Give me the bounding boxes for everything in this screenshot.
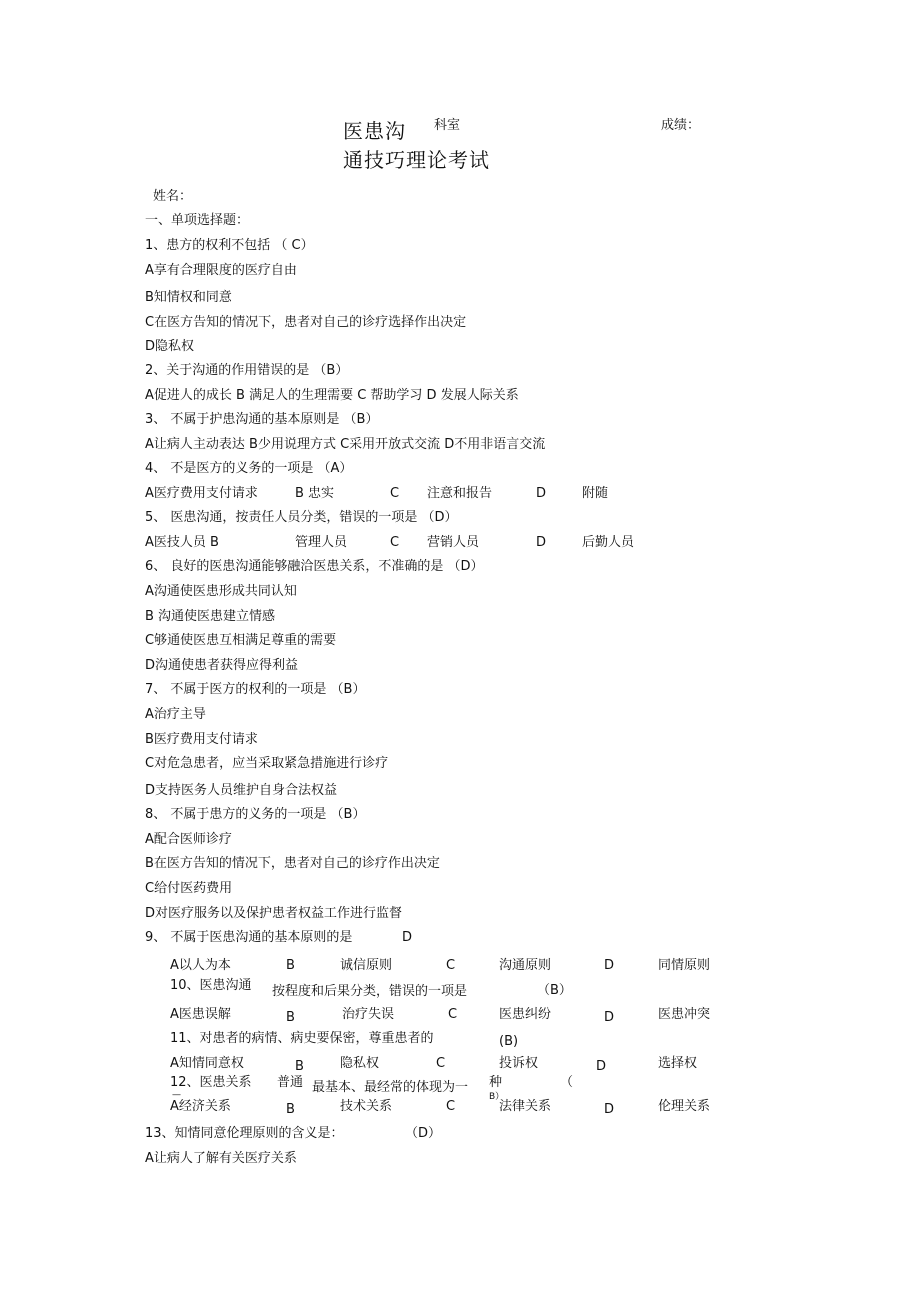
q12-word-1: 普通 xyxy=(277,1075,304,1090)
q9-option-c-letter: C xyxy=(446,958,456,973)
q11-answer: (B) xyxy=(499,1034,519,1049)
q13-answer: （D） xyxy=(405,1126,442,1141)
q5-option-b: 管理人员 xyxy=(295,535,348,550)
q3-options: A让病人主动表达 B少用说理方式 C采用开放式交流 D不用非语言交流 xyxy=(145,437,546,452)
q11-option-c: 投诉权 xyxy=(499,1056,539,1071)
q9-answer: D xyxy=(402,930,413,945)
q12-option-c: 法律关系 xyxy=(499,1099,552,1114)
q11-option-b-letter: B xyxy=(295,1059,304,1074)
q7-option-d: D支持医务人员维护自身合法权益 xyxy=(145,783,338,798)
q9-option-c: 沟通原则 xyxy=(499,958,552,973)
q12-option-a: A经济关系 xyxy=(170,1099,231,1114)
q12-stem-left: 12、医患关系 xyxy=(170,1075,252,1090)
q7-option-a: A治疗主导 xyxy=(145,707,206,722)
q5-option-c-letter: C xyxy=(390,535,400,550)
q12-option-b: 技术关系 xyxy=(340,1099,393,1114)
q9-stem: 9、 不属于医患沟通的基本原则的是 xyxy=(145,930,353,945)
q10-answer: （B） xyxy=(537,983,572,998)
q5-option-a: A医技人员 B xyxy=(145,535,219,550)
q13-stem: 13、知情同意伦理原则的含义是： xyxy=(145,1126,344,1141)
q6-option-d: D沟通使患者获得应得利益 xyxy=(145,658,299,673)
q8-option-a: A配合医师诊疗 xyxy=(145,832,232,847)
q4-option-d-letter: D xyxy=(536,486,547,501)
q10-option-c: 医患纠纷 xyxy=(499,1007,552,1022)
q9-option-d: 同情原则 xyxy=(658,958,711,973)
section-heading: 一、单项选择题： xyxy=(145,213,250,228)
q12-stem-mid: 最基本、最经常的体现为一 xyxy=(312,1080,469,1095)
q11-option-d: 选择权 xyxy=(658,1056,698,1071)
q10-option-b-letter: B xyxy=(286,1010,295,1025)
q3-stem: 3、 不属于护患沟通的基本原则是 （B） xyxy=(145,412,379,427)
q5-option-d: 后勤人员 xyxy=(582,535,635,550)
q6-option-a: A沟通使医患形成共同认知 xyxy=(145,584,297,599)
q5-option-c: 营销人员 xyxy=(427,535,480,550)
q12-fragment-2: B） xyxy=(489,1092,505,1102)
q4-option-c: 注意和报告 xyxy=(427,486,493,501)
q12-option-c-letter: C xyxy=(446,1099,456,1114)
q1-option-d: D隐私权 xyxy=(145,339,195,354)
q12-word-2: 种 xyxy=(489,1075,503,1090)
score-label: 成绩： xyxy=(661,118,701,133)
q9-option-d-letter: D xyxy=(604,958,615,973)
q2-options: A促进人的成长 B 满足人的生理需要 C 帮助学习 D 发展人际关系 xyxy=(145,388,519,403)
q13-option-a: A让病人了解有关医疗关系 xyxy=(145,1151,297,1166)
q7-option-c: C对危急患者，应当采取紧急措施进行诊疗 xyxy=(145,756,389,771)
q10-option-c-letter: C xyxy=(448,1007,458,1022)
q4-option-b: B 忠实 xyxy=(295,486,335,501)
q6-option-c: C够通使医患互相满足尊重的需要 xyxy=(145,633,337,648)
q5-option-d-letter: D xyxy=(536,535,547,550)
q7-stem: 7、 不属于医方的权利的一项是 （B） xyxy=(145,682,366,697)
q1-option-c: C在医方告知的情况下，患者对自己的诊疗选择作出决定 xyxy=(145,315,467,330)
q4-option-c-letter: C xyxy=(390,486,400,501)
q12-paren: （ xyxy=(560,1075,574,1090)
q11-stem: 11、对患者的病情、病史要保密，尊重患者的 xyxy=(170,1031,434,1046)
q8-option-d: D对医疗服务以及保护患者权益工作进行监督 xyxy=(145,906,403,921)
q1-option-b: B知情权和同意 xyxy=(145,290,232,305)
q12-fragment-1: — xyxy=(172,1090,181,1100)
title-part-1: 医患沟 xyxy=(343,119,406,143)
q12-option-d: 伦理关系 xyxy=(658,1099,711,1114)
q4-option-d: 附随 xyxy=(582,486,609,501)
q1-option-a: A享有合理限度的医疗自由 xyxy=(145,263,297,278)
q12-option-b-letter: B xyxy=(286,1102,295,1117)
q11-option-b: 隐私权 xyxy=(340,1056,380,1071)
q4-option-a: A医疗费用支付请求 xyxy=(145,486,258,501)
q10-option-d: 医患冲突 xyxy=(658,1007,711,1022)
q9-option-b-letter: B xyxy=(286,958,295,973)
q8-option-c: C给付医药费用 xyxy=(145,881,233,896)
q10-option-a: A医患误解 xyxy=(170,1007,231,1022)
q11-option-d-letter: D xyxy=(596,1059,607,1074)
q12-option-d-letter: D xyxy=(604,1102,615,1117)
q9-option-b: 诚信原则 xyxy=(340,958,393,973)
q9-option-a: A以人为本 xyxy=(170,958,231,973)
q11-option-c-letter: C xyxy=(436,1056,446,1071)
q10-option-b: 治疗失误 xyxy=(342,1007,395,1022)
q1-stem: 1、患方的权利不包括 （ C） xyxy=(145,238,314,253)
department-label: 科室 xyxy=(434,118,461,133)
q11-option-a: A知情同意权 xyxy=(170,1056,244,1071)
q8-option-b: B在医方告知的情况下，患者对自己的诊疗作出决定 xyxy=(145,856,440,871)
q8-stem: 8、 不属于患方的义务的一项是 （B） xyxy=(145,807,366,822)
q2-stem: 2、关于沟通的作用错误的是 （B） xyxy=(145,363,349,378)
q10-stem-left: 10、医患沟通 xyxy=(170,978,252,993)
q5-stem: 5、 医患沟通，按责任人员分类，错误的一项是 （D） xyxy=(145,510,458,525)
q4-stem: 4、 不是医方的义务的一项是 （A） xyxy=(145,461,353,476)
q6-option-b: B 沟通使医患建立情感 xyxy=(145,609,276,624)
title-part-2: 通技巧理论考试 xyxy=(343,148,490,172)
q10-option-d-letter: D xyxy=(604,1010,615,1025)
q6-stem: 6、 良好的医患沟通能够融洽医患关系，不准确的是 （D） xyxy=(145,559,484,574)
name-label: 姓名： xyxy=(153,189,193,204)
q7-option-b: B医疗费用支付请求 xyxy=(145,732,258,747)
q10-stem-right: 按程度和后果分类，错误的一项是 xyxy=(272,984,468,999)
